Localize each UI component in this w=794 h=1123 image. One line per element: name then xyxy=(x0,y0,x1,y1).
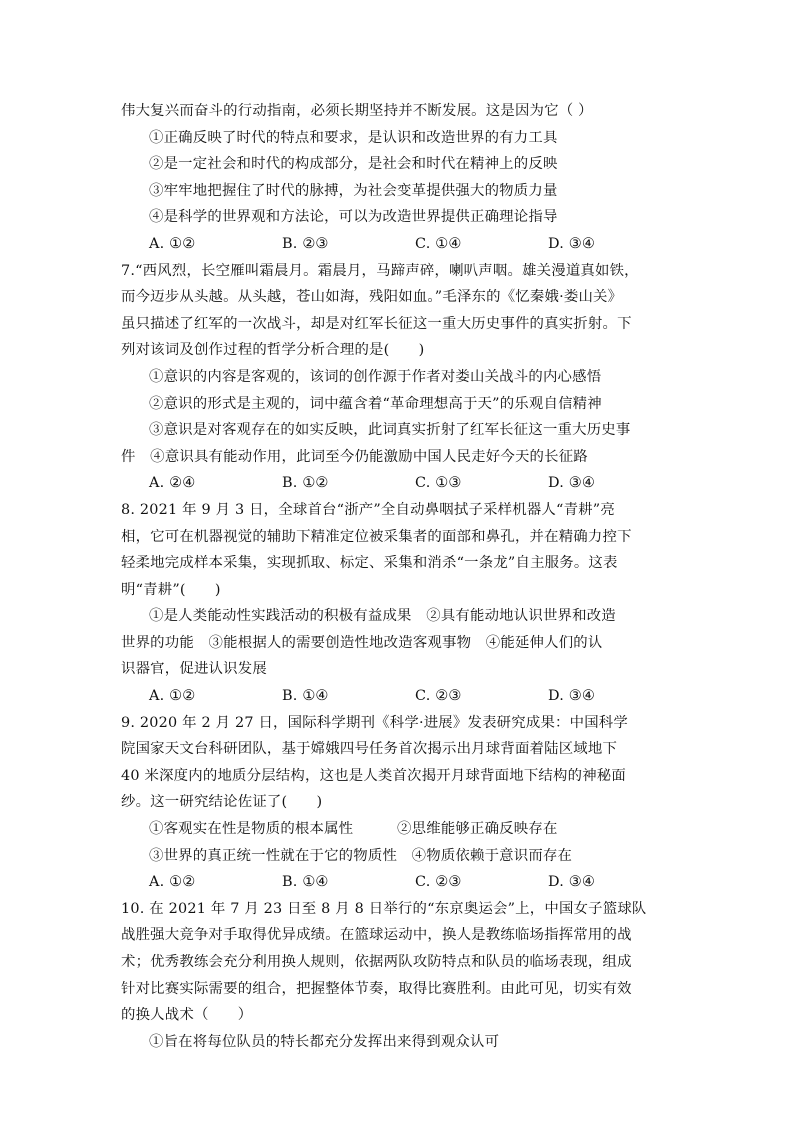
question-stem: 虽只描述了红军的一次战斗，却是对红军长征这一重大历史事件的真实折射。下 xyxy=(121,315,632,332)
answer-options xyxy=(121,470,681,497)
question-stem: 列对该词及创作过程的哲学分析合理的是( ) xyxy=(121,342,425,359)
question-10 xyxy=(121,896,681,1056)
option-d: D. ③④ xyxy=(548,688,595,705)
option-a: A. ①② xyxy=(149,688,196,705)
option-a: A. ①② xyxy=(149,874,196,891)
question-6 xyxy=(121,98,681,258)
choice-item: ③意识是对客观存在的如实反映，此词真实折射了红军长征这一重大历史事 xyxy=(149,422,631,439)
choice-item: 件 ④意识具有能动作用，此词至今仍能激励中国人民走好今天的长征路 xyxy=(121,448,588,465)
choice-item: ③世界的真正统一性就在于它的物质性 ④物质依赖于意识而存在 xyxy=(149,847,573,864)
option-d: D. ③④ xyxy=(548,475,595,492)
question-9 xyxy=(121,710,681,896)
answer-options xyxy=(121,231,681,258)
option-c: C. ①③ xyxy=(415,475,462,492)
question-7 xyxy=(121,258,681,497)
question-stem: 纱。这一研究结论佐证了( ) xyxy=(121,794,323,811)
option-a: A. ②④ xyxy=(149,475,196,492)
question-stem: 术；优秀教练会充分利用换人规则，依据两队攻防特点和队员的临场表现，组成 xyxy=(121,954,632,970)
choice-item: ④是科学的世界观和方法论，可以为改造世界提供正确理论指导 xyxy=(149,209,558,226)
choice-item: 识器官，促进认识发展 xyxy=(121,661,267,678)
question-stem: 40 米深度内的地质分层结构，这也是人类首次揭开月球背面地下结构的神秘面 xyxy=(121,767,626,784)
option-d: D. ③④ xyxy=(548,874,595,891)
question-stem: 9. 2020 年 2 月 27 日，国际科学期刊《科学·进展》发表研究成果：中国科学 xyxy=(121,714,628,731)
option-c: C. ①④ xyxy=(415,235,462,252)
choice-item: ①客观实在性是物质的根本属性 ②思维能够正确反映存在 xyxy=(149,821,558,838)
choice-item: ②意识的形式是主观的，词中蕴含着“革命理想高于天”的乐观自信精神 xyxy=(149,395,602,412)
exam-page xyxy=(121,98,681,1055)
question-stem: 7.“西风烈，长空雁叫霜晨月。霜晨月，马蹄声碎，喇叭声咽。雄关漫道真如铁， xyxy=(121,262,639,279)
question-stem: 针对比赛实际需要的组合，把握整体节奏，取得比赛胜利。由此可见，切实有效 xyxy=(121,980,632,997)
question-stem: 8. 2021 年 9 月 3 日，全球首台“浙产”全自动鼻咽拭子采样机器人“青耕”亮 xyxy=(121,501,615,518)
question-stem: 的换人战术（ ） xyxy=(121,1007,253,1024)
option-a: A. ①② xyxy=(149,235,196,252)
question-8 xyxy=(121,497,681,710)
option-b: B. ①④ xyxy=(282,688,329,705)
question-stem: 明“青耕”( ) xyxy=(121,581,221,598)
choice-item: ①旨在将每位队员的特长都充分发挥出来得到观众认可 xyxy=(149,1033,500,1050)
option-d: D. ③④ xyxy=(548,235,595,252)
choice-item: ②是一定社会和时代的构成部分，是社会和时代在精神上的反映 xyxy=(149,156,558,173)
question-stem: 而今迈步从头越。从头越，苍山如海，残阳如血。”毛泽东的《忆秦娥·娄山关》 xyxy=(121,289,623,306)
option-b: B. ①② xyxy=(282,475,329,492)
question-stem: 10. 在 2021 年 7 月 23 日至 8 月 8 日举行的“东京奥运会”上，中国女子篮球队 xyxy=(121,900,647,917)
answer-options xyxy=(121,683,681,710)
question-stem: 伟大复兴而奋斗的行动指南，必须长期坚持并不断发展。这是因为它（ ） xyxy=(121,103,593,119)
choice-item: ①是人类能动性实践活动的积极有益成果 ②具有能动地认识世界和改造 xyxy=(149,608,616,625)
choice-item: ③牢牢地把握住了时代的脉搏，为社会变革提供强大的物质力量 xyxy=(149,182,558,199)
question-stem: 相，它可在机器视觉的辅助下精准定位被采集者的面部和鼻孔，并在精确力控下 xyxy=(121,528,632,545)
choice-item: 世界的功能 ③能根据人的需要创造性地改造客观事物 ④能延伸人们的认 xyxy=(121,634,603,651)
choice-item: ①意识的内容是客观的，该词的创作源于作者对娄山关战斗的内心感悟 xyxy=(149,368,602,385)
choice-item: ①正确反映了时代的特点和要求，是认识和改造世界的有力工具 xyxy=(149,129,558,146)
option-c: C. ②③ xyxy=(415,688,462,705)
answer-options xyxy=(121,869,681,896)
question-stem: 院国家天文台科研团队，基于嫦娥四号任务首次揭示出月球背面着陆区域地下 xyxy=(121,741,618,758)
question-stem: 战胜强大竞争对手取得优异成绩。在篮球运动中，换人是教练临场指挥常用的战 xyxy=(121,927,632,944)
option-c: C. ②③ xyxy=(415,874,462,891)
option-b: B. ②③ xyxy=(282,235,329,252)
question-stem: 轻柔地完成样本采集，实现抓取、标定、采集和消杀“一条龙”自主服务。这表 xyxy=(121,555,618,572)
option-b: B. ①④ xyxy=(282,874,329,891)
